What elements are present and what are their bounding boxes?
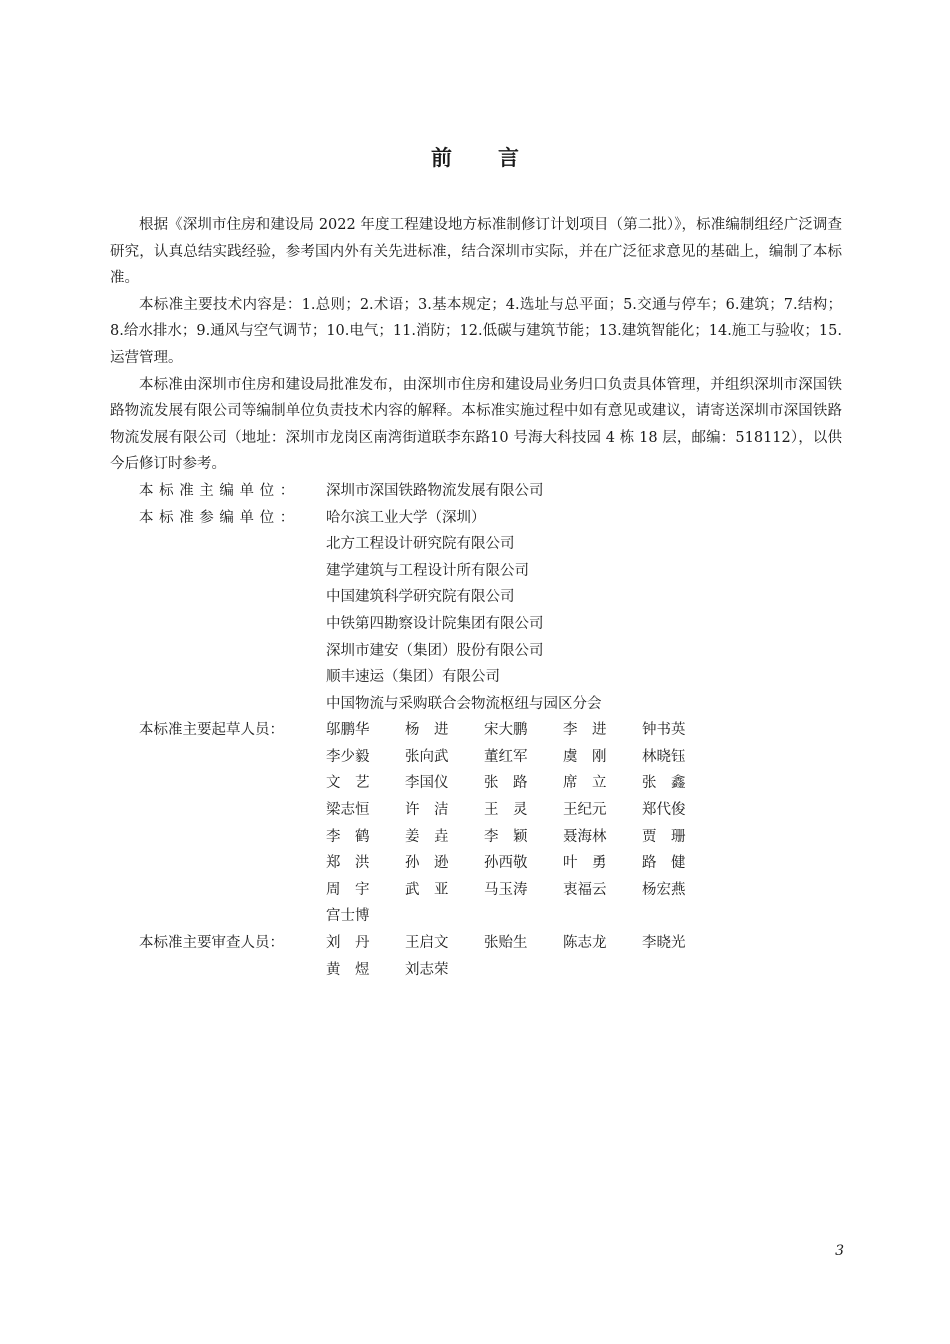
- reviewer-name: 刘志荣: [405, 961, 449, 978]
- drafter-name: 宫士博: [326, 908, 370, 925]
- drafter-name: 聂海林: [563, 828, 607, 845]
- drafter-name: 文 艺: [326, 775, 370, 792]
- drafter-name: 邬鹏华: [326, 722, 370, 739]
- page-number: 3: [835, 1243, 844, 1259]
- participating-unit: 北方工程设计研究院有限公司: [326, 536, 515, 553]
- participating-unit-row: [110, 638, 842, 665]
- drafter-name: 李 颖: [484, 828, 528, 845]
- drafters-row: [110, 744, 842, 771]
- drafter-name: 孙西敬: [484, 855, 528, 872]
- drafter-name: 姜 垚: [405, 828, 449, 845]
- drafter-name: 李国仪: [405, 775, 449, 792]
- title-char-1: 前: [431, 145, 452, 170]
- participating-unit-row: [110, 505, 842, 532]
- drafters-row: [110, 824, 842, 851]
- drafters-label: 本标准主要起草人员：: [139, 722, 284, 739]
- drafter-name: 虞 刚: [563, 748, 607, 765]
- drafter-name: 李 进: [563, 722, 607, 739]
- drafter-name: 王 灵: [484, 802, 528, 819]
- reviewers-row: [110, 957, 842, 984]
- drafter-name: 郑代俊: [642, 802, 686, 819]
- participating-units-label: 本标准参编单位：: [139, 509, 300, 526]
- participating-unit-row: [110, 558, 842, 585]
- drafter-name: 李 鹤: [326, 828, 370, 845]
- participating-unit: 中铁第四勘察设计院集团有限公司: [326, 615, 544, 632]
- participating-unit-row: [110, 584, 842, 611]
- drafters-row: [110, 903, 842, 930]
- drafters-row: [110, 770, 842, 797]
- drafter-name: 杨宏燕: [642, 881, 686, 898]
- drafter-name: 梁志恒: [326, 802, 370, 819]
- paragraph-basis: 根据《深圳市住房和建设局 2022 年度工程建设地方标准制修订计划项目（第二批）》，标准编制组经广泛调查研究，认真总结实践经验，参考国内外有关先进标准，结合深圳市实际，并在广泛征求意见的基础上，编制了本标准。: [110, 217, 842, 287]
- participating-unit-row: [110, 531, 842, 558]
- drafters-row: [110, 717, 842, 744]
- drafter-name: 郑 洪: [326, 855, 370, 872]
- drafter-name: 贾 珊: [642, 828, 686, 845]
- page-title: [0, 142, 950, 172]
- participating-unit-row: [110, 664, 842, 691]
- drafter-name: 马玉涛: [484, 881, 528, 898]
- reviewers-label: 本标准主要审查人员：: [139, 935, 284, 952]
- drafter-name: 宋大鹏: [484, 722, 528, 739]
- title-char-2: 言: [498, 145, 519, 170]
- reviewer-name: 张贻生: [484, 935, 528, 952]
- reviewer-name: 陈志龙: [563, 935, 607, 952]
- drafter-name: 叶 勇: [563, 855, 607, 872]
- paragraph-management: 本标准由深圳市住房和建设局批准发布，由深圳市住房和建设局业务归口负责具体管理，并组织深圳市深国铁路物流发展有限公司等编制单位负责技术内容的解释。本标准实施过程中如有意见或建议，请寄送深圳市深国铁路物流发展有限公司（地址：深圳市龙岗区南湾街道联李东路10 号海大科技园 4 栋 18 层，邮编：518112），以供今后修订时参考。: [110, 376, 842, 473]
- participating-unit: 建学建筑与工程设计所有限公司: [326, 562, 529, 579]
- drafters-row: [110, 797, 842, 824]
- paragraph-contents: 本标准主要技术内容是：1.总则；2.术语；3.基本规定；4.选址与总平面；5.交通与停车；6.建筑；7.结构；8.给水排水；9.通风与空气调节；10.电气；11.消防；12.低碳与建筑节能；13.建筑智能化；14.施工与验收；15.运营管理。: [110, 296, 842, 366]
- drafter-name: 周 宇: [326, 881, 370, 898]
- drafter-name: 林晓钰: [642, 748, 686, 765]
- chief-unit-row: [110, 478, 842, 505]
- chief-unit-value: 深圳市深国铁路物流发展有限公司: [326, 482, 544, 499]
- participating-unit: 深圳市建安（集团）股份有限公司: [326, 642, 544, 659]
- foreword-body: [110, 212, 842, 983]
- drafter-name: 钟书英: [642, 722, 686, 739]
- drafter-name: 张 鑫: [642, 775, 686, 792]
- participating-unit: 中国物流与采购联合会物流枢纽与园区分会: [326, 695, 602, 712]
- drafter-name: 董红军: [484, 748, 528, 765]
- drafter-name: 张 路: [484, 775, 528, 792]
- drafter-name: 王纪元: [563, 802, 607, 819]
- reviewer-name: 王启文: [405, 935, 449, 952]
- reviewers-row: [110, 930, 842, 957]
- participating-unit-row: [110, 611, 842, 638]
- drafter-name: 许 洁: [405, 802, 449, 819]
- participating-unit-row: [110, 691, 842, 718]
- drafter-name: 席 立: [563, 775, 607, 792]
- drafters-row: [110, 850, 842, 877]
- reviewer-name: 黄 煜: [326, 961, 370, 978]
- drafter-name: 张向武: [405, 748, 449, 765]
- drafter-name: 杨 进: [405, 722, 449, 739]
- reviewer-name: 李晓光: [642, 935, 686, 952]
- drafter-name: 武 亚: [405, 881, 449, 898]
- drafter-name: 衷福云: [563, 881, 607, 898]
- participating-unit: 哈尔滨工业大学（深圳）: [326, 509, 486, 526]
- drafter-name: 李少毅: [326, 748, 370, 765]
- reviewer-name: 刘 丹: [326, 935, 370, 952]
- drafter-name: 路 健: [642, 855, 686, 872]
- drafter-name: 孙 逊: [405, 855, 449, 872]
- participating-unit: 中国建筑科学研究院有限公司: [326, 589, 515, 606]
- chief-unit-label: 本标准主编单位：: [139, 482, 300, 499]
- drafters-row: [110, 877, 842, 904]
- participating-unit: 顺丰速运（集团）有限公司: [326, 669, 500, 686]
